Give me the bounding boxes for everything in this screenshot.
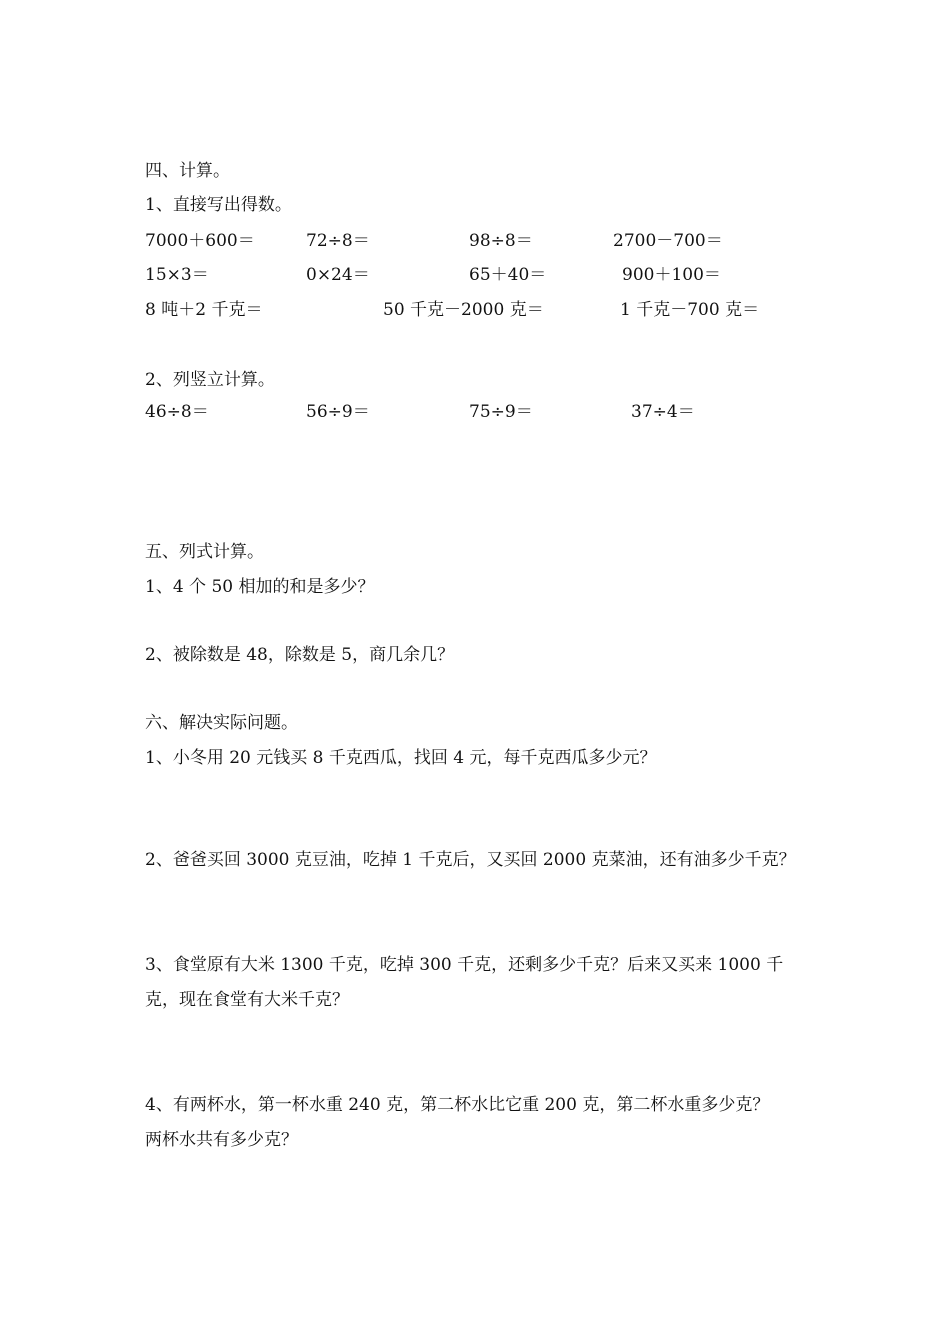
calc-item: 50 千克－2000 克＝ [383,300,544,320]
section-five-question-2: 2、被除数是 48，除数是 5，商几余几？ [145,645,455,665]
question-1-label: 1、直接写出得数。 [145,195,292,215]
calc-item: 37÷4＝ [631,402,695,422]
section-six-question-1: 1、小冬用 20 元钱买 8 千克西瓜，找回 4 元，每千克西瓜多少元？ [145,748,657,768]
calc-item: 0×24＝ [306,265,370,285]
section-six-question-4-line-2: 两杯水共有多少克？ [145,1130,298,1150]
section-five-question-1: 1、4 个 50 相加的和是多少？ [145,577,375,597]
section-six-question-3-line-1: 3、食堂原有大米 1300 千克，吃掉 300 千克，还剩多少千克？后来又买来 1000 千 [145,955,784,975]
section-four-title: 四、计算。 [145,161,230,181]
calc-item: 56÷9＝ [306,402,370,422]
section-six-title: 六、解决实际问题。 [145,713,298,733]
section-five-title: 五、列式计算。 [145,542,264,562]
calc-item: 46÷8＝ [145,402,209,422]
calc-item: 8 吨＋2 千克＝ [145,300,263,320]
calc-item: 1 千克－700 克＝ [620,300,760,320]
calc-item: 2700－700＝ [613,231,723,251]
calc-item: 900＋100＝ [622,265,721,285]
calc-item: 65＋40＝ [469,265,547,285]
calc-item: 15×3＝ [145,265,209,285]
calc-item: 75÷9＝ [469,402,533,422]
calc-item: 7000＋600＝ [145,231,255,251]
section-six-question-2: 2、爸爸买回 3000 克豆油，吃掉 1 千克后，又买回 2000 克菜油，还有油多少千克？ [145,850,796,870]
section-six-question-4-line-1: 4、有两杯水，第一杯水重 240 克，第二杯水比它重 200 克，第二杯水重多少克？ [145,1095,770,1115]
calc-item: 72÷8＝ [306,231,370,251]
section-six-question-3-line-2: 克，现在食堂有大米千克？ [145,990,349,1010]
question-2-label: 2、列竖立计算。 [145,370,275,390]
calc-item: 98÷8＝ [469,231,533,251]
